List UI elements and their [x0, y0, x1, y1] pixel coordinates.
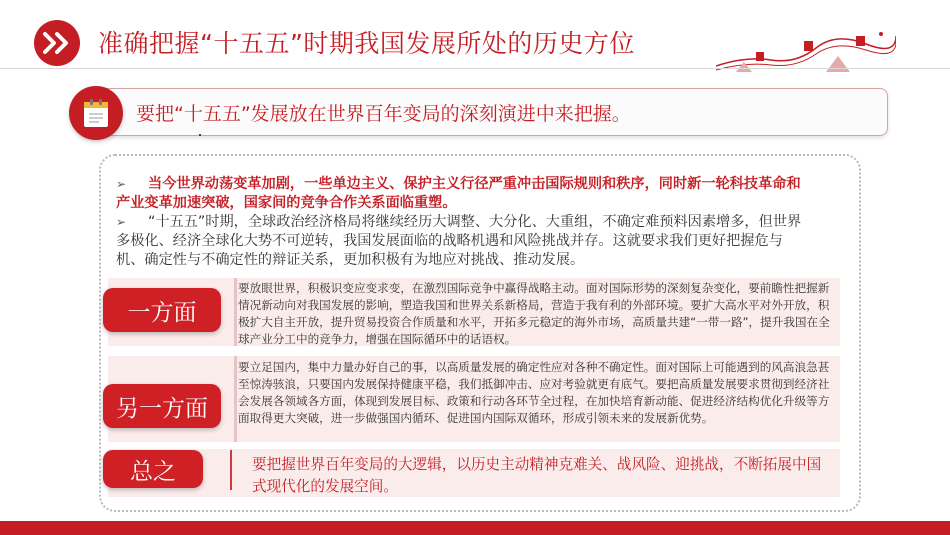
arrow-bullet-icon: ➢ [116, 177, 127, 191]
bullet-text-1: 当今世界动荡变革加剧，一些单边主义、保护主义行径严重冲击国际规则和秩序，同时新一轮科技革命和产业变革加速突破，国家间的竞争合作关系面临重塑。 [116, 176, 801, 211]
bullet-item-1 [116, 175, 802, 213]
section-text-other-side: 要立足国内，集中力量办好自己的事，以高质量发展的确定性应对各种不确定性。面对国际上可能遇到的风高浪急甚至惊涛骇浪，只要国内发展保持健康平稳，我们抵御冲击、应对考验就更有底气。要把高质量发展要求贯彻到经济社会发展各领域各方面，体现到发展目标、政策和行动各环节全过程，在加快培育新动能、促进经济结构优化升级等方面取得更大突破，进一步做强国内循环、促进国内国际双循环，形成引领未来的发展新优势。 [238, 360, 830, 425]
notepad-icon [69, 86, 123, 140]
bullet-item-2 [116, 213, 810, 270]
banner-text: 要把“十五五”发展放在世界百年变局的深刻演进中来把握。 [136, 103, 631, 125]
summary-divider [230, 450, 232, 490]
arrow-bullet-icon: ➢ [116, 215, 127, 229]
section-label-summary: 总之 [103, 450, 203, 488]
section-label-other-side: 另一方面 [103, 384, 221, 428]
great-wall-icon [716, 26, 896, 74]
section-label-one-side: 一方面 [103, 288, 221, 332]
page-title: 准确把握“十五五”时期我国发展所处的历史方位 [98, 29, 635, 58]
decorative-dot [199, 134, 201, 136]
header-divider [0, 68, 950, 69]
section-text-one-side: 要放眼世界，积极识变应变求变，在激烈国际竞争中赢得战略主动。面对国际形势的深刻复杂变化，要前瞻性把握新情况新动向对我国发展的影响，塑造我国和世界关系新格局，营造于我有利的外部环境。要扩大高水平对外开放，积极扩大自主开放，提升贸易投资合作质量和水平，开拓多元稳定的海外市场，高质量共建“一带一路”，提升我国在全球产业分工中的竞争力，增强在国际循环中的话语权。 [238, 281, 830, 346]
double-chevron-right-icon [34, 20, 80, 66]
bottom-bar [0, 521, 950, 535]
bullet-text-2: “十五五”时期，全球政治经济格局将继续经历大调整、大分化、大重组，不确定难预料因素增多，但世界多极化、经济全球化大势不可逆转，我国发展面临的战略机遇和风险挑战并存。这就要求我们更好把握危与机、确定性与不确定性的辩证关系，更加积极有为地应对挑战、推动发展。 [116, 214, 802, 268]
section-text-summary: 要把握世界百年变局的大逻辑，以历史主动精神克难关、战风险、迎挑战，不断拓展中国式现代化的发展空间。 [252, 456, 822, 495]
